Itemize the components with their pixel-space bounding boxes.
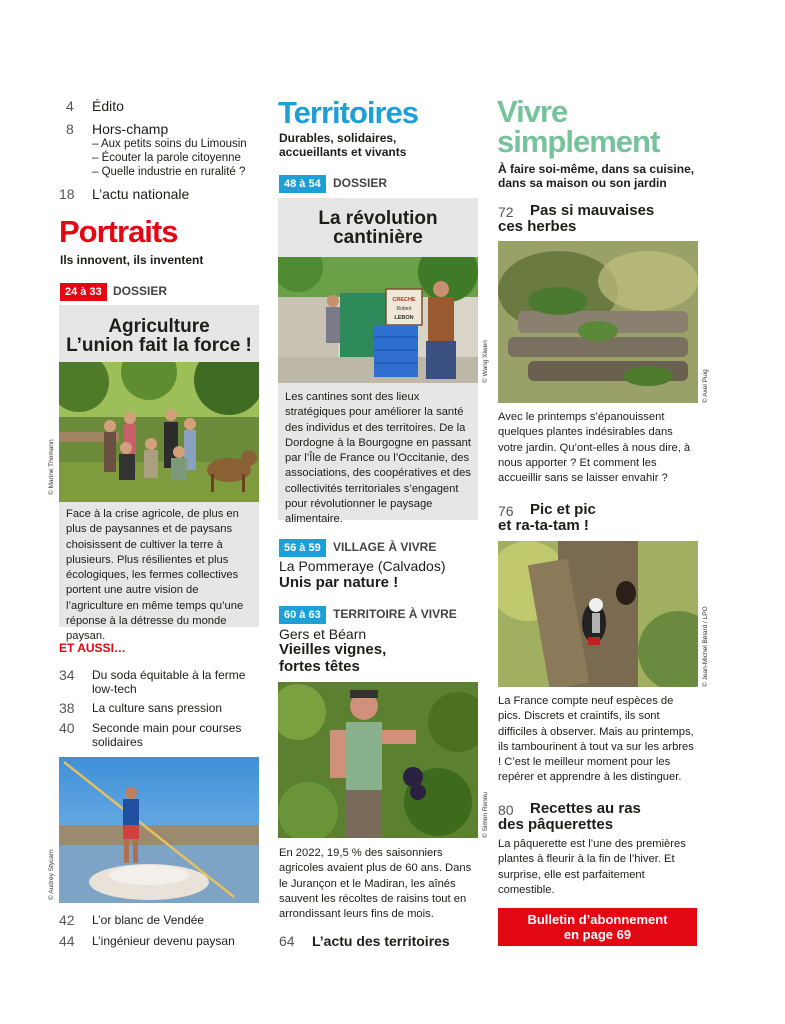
territoire-label: TERRITOIRE À VIVRE [333,607,457,621]
woodpecker-photo [498,541,698,687]
territoire-headline[interactable] [279,641,386,675]
photo-credit: © Simon Renou [482,792,489,838]
farmers-group-photo [59,362,259,502]
territoires-box-title: La révolution [318,208,438,229]
toc-sub-item[interactable]: – Aux petits soins du Limousin [92,138,247,150]
toc-num: 18 [59,186,75,202]
toc-title[interactable]: L’or blanc de Vendée [92,913,205,927]
toc-num: 8 [66,121,74,137]
village-headline[interactable]: Unis par nature ! [279,574,399,591]
page-range-badge: 48 à 54 [279,175,326,193]
sign-line: CRECHE [392,297,416,303]
territoire-headline-line: Vieilles vignes, [279,641,387,658]
toc-num: 40 [59,720,75,736]
portraits-box-title: Agriculture [108,316,210,337]
article-body: Avec le printemps s’épanouissent quelques plantes indésirables dans votre jardin. Qu’ont-elles à nous dire, à nous apporter ? Et comment les accueillir sans se laisser envahir ? [498,411,691,485]
toc-num: 4 [66,98,74,114]
territoires-subtitle: Durables, solidaires, accueillants et vivants [279,131,407,159]
toc-sub-item[interactable]: – Quelle industrie en ruralité ? [92,166,246,178]
vivre-title-line: Vivre [497,94,568,129]
subscription-line: Bulletin d’abonnement [527,912,668,927]
territoires-box-title: cantinière [333,227,423,248]
village-label: VILLAGE À VIVRE [333,540,437,554]
toc-num: 38 [59,700,75,716]
sign-line: Robert [396,306,412,312]
toc-num: 44 [59,933,75,949]
et-aussi-heading: ET AUSSI… [59,641,126,655]
territoire-headline-line: fortes têtes [279,658,360,675]
toc-title-actu-territoires[interactable]: L’actu des territoires [312,933,450,949]
wild-herbs-photo [498,241,698,403]
page-range-badge: 56 à 59 [279,539,326,557]
photo-credit: © Marine Thomann [48,439,55,495]
portraits-box-title: L’union fait la force ! [66,335,252,356]
subscription-banner[interactable] [498,908,697,946]
portraits-title: Portraits [59,214,178,249]
toc-title[interactable]: Du soda équitable à la ferme low-tech [92,668,246,696]
vivre-title-line: simplement [497,124,660,159]
article-title[interactable]: Pic et pic [530,501,596,518]
article-body: La pâquerette est l’une des premières plantes à fleurir à la fin de l’hiver. Et surprise, elle est parfaitement comestible. [498,838,686,896]
toc-title-hors-champ[interactable]: Hors-champ [92,121,169,137]
toc-title[interactable]: L’ingénieur devenu paysan [92,934,235,948]
vivre-title [497,94,660,159]
toc-title[interactable]: Seconde main pour courses solidaires [92,721,242,749]
photo-credit: © Wang Xiwen [482,340,489,383]
photo-credit: © Axel Puig [702,369,709,403]
salt-marsh-photo [59,757,259,903]
page-range-badge: 60 à 63 [279,606,326,624]
article-title[interactable]: des pâquerettes [498,816,614,833]
toc-num: 34 [59,667,75,683]
toc-title-edito[interactable]: Édito [92,98,124,114]
cantine-delivery-photo [278,257,478,383]
article-title[interactable]: Recettes au ras [530,800,641,817]
photo-credit: © Jean-Michel Bélard / LPO [702,606,709,687]
article-num: 72 [498,204,514,220]
toc-sub-item[interactable]: – Écouter la parole citoyenne [92,152,241,164]
subscription-line: en page 69 [563,927,632,942]
article-num: 76 [498,503,514,519]
article-title[interactable]: et ra-ta-tam ! [498,517,589,534]
territoires-body: Les cantines sont des lieux stratégiques pour améliorer la santé des individus et des territoires. De la Dordogne à la Bourgogne en passant par l’Île de France ou l’Occitanie, des associations, des coopératives et des collectivités territoriales s’engagent pour révolutionner le paysage alimentaire. [285,391,471,526]
vineyard-worker-photo [278,682,478,838]
toc-title[interactable]: La culture sans pression [92,701,223,715]
page-range-badge: 24 à 33 [60,283,107,301]
toc-title-actu-nationale[interactable]: L’actu nationale [92,186,190,202]
article-title[interactable]: Pas si mauvaises [530,202,655,219]
photo-credit: © Audrey Stycarn [48,849,55,900]
toc-num: 42 [59,912,75,928]
portraits-subtitle: Ils innovent, ils inventent [60,253,204,267]
toc-num: 64 [279,933,295,949]
sign-line: LEBON [394,315,414,321]
territoire-place: Gers et Béarn [279,626,367,642]
vivre-subtitle: À faire soi-même, dans sa cuisine, dans sa maison ou son jardin [498,162,695,190]
dossier-label: DOSSIER [333,176,388,190]
territoire-body: En 2022, 19,5 % des saisonniers agricoles avaient plus de 60 ans. Dans le Jurançon et le Madiran, les aînés sauvent les récoltes de raisins tout en arrondissant leurs fins de mois. [279,847,472,921]
portraits-body: Face à la crise agricole, de plus en plus de paysannes et de paysans choisissent de cultiver la terre à plusieurs. Plus résilientes et plus écologiques, les fermes collectives portent une autre vision de l’agriculture en même temps qu’une réponse à la détresse du monde paysan. [66,508,244,643]
dossier-label: DOSSIER [113,284,168,298]
article-title[interactable]: ces herbes [498,218,577,235]
territoires-title: Territoires [278,95,419,130]
article-num: 80 [498,802,514,818]
village-place: La Pommeraye (Calvados) [279,558,446,574]
article-body: La France compte neuf espèces de pics. Discrets et craintifs, ils sont difficiles à observer. Mais au printemps, ils tambourinent à tout va sur les arbres ! C’est le meilleur moment pour les repérer et apprendre à les distinguer. [498,695,694,784]
